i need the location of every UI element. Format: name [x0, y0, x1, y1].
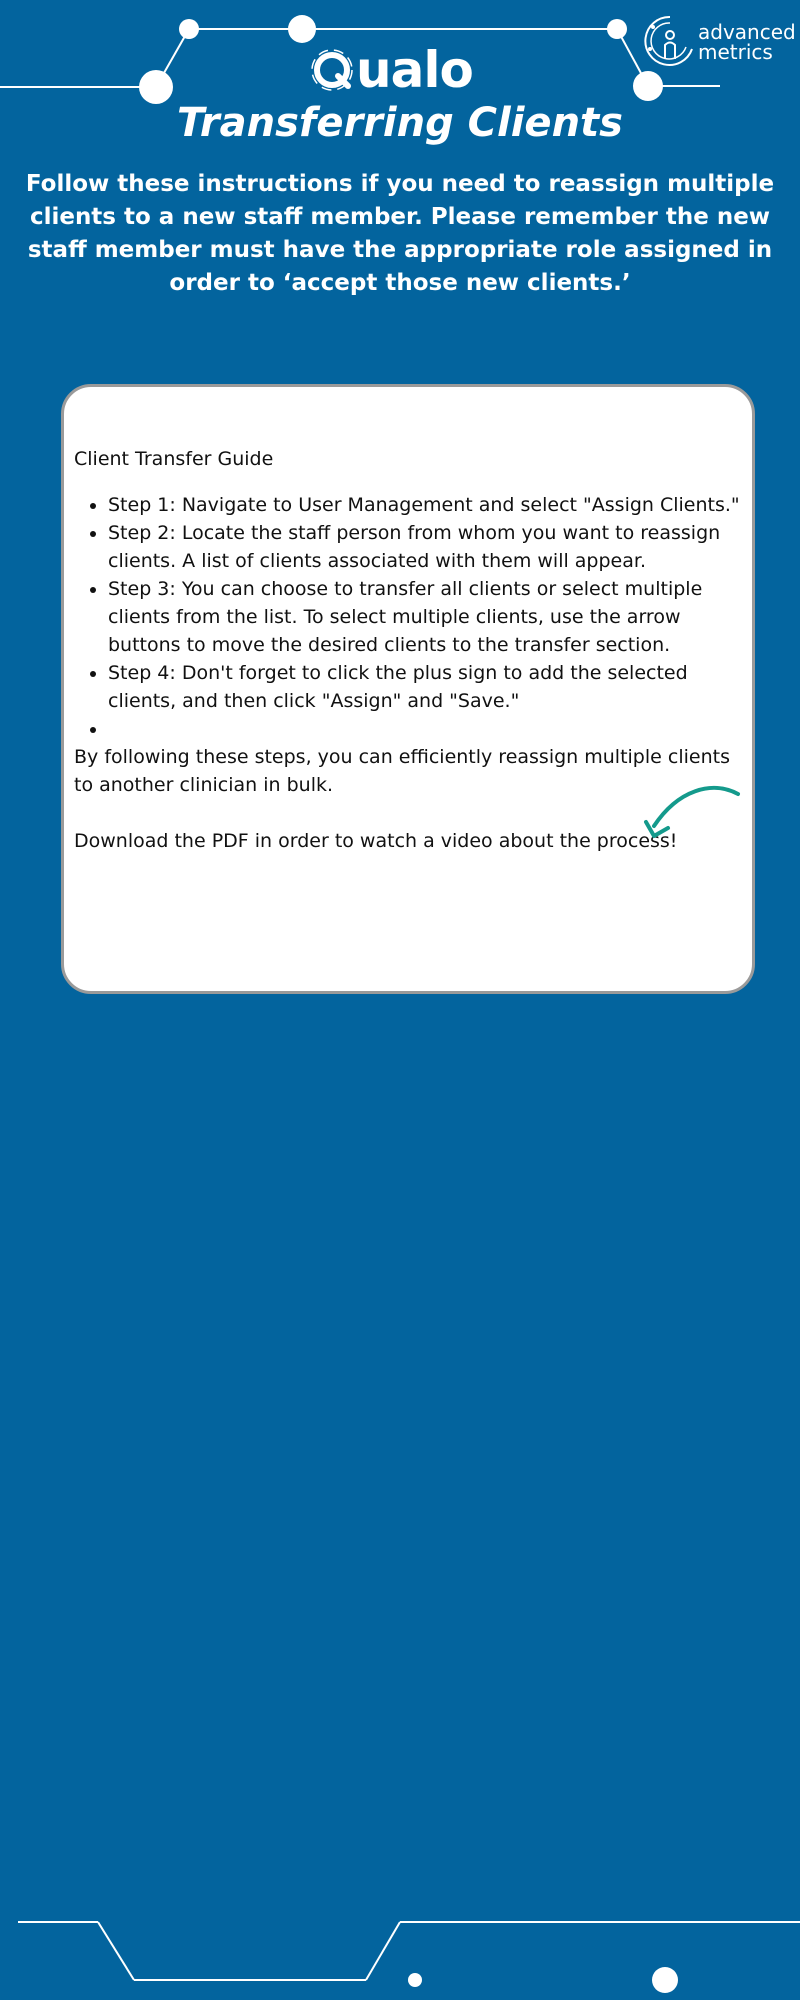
network-node	[139, 70, 173, 104]
network-node	[633, 71, 663, 101]
qualo-logo-text: ualo	[356, 41, 473, 99]
steps-list	[74, 491, 742, 743]
step-item: • Step 3: You can choose to transfer all clients or select multiple clients from the list. To select multiple clients, use the arrow buttons to move the desired clients to the transfer section.	[108, 575, 742, 659]
advanced-metrics-logo	[644, 12, 794, 72]
qualo-logo	[310, 38, 490, 102]
network-node	[408, 1973, 422, 1987]
curved-arrow-icon	[642, 782, 742, 842]
advanced-metrics-line1: advanced	[698, 20, 796, 44]
network-node	[179, 19, 199, 39]
advanced-metrics-person-icon	[644, 13, 696, 71]
download-text: Download the PDF in order to watch a video about the process!	[74, 830, 678, 852]
step-item: • Step 2: Locate the staff person from whom you want to reassign clients. A list of clients associated with them will appear.	[108, 519, 742, 575]
step-item: • Step 1: Navigate to User Management and select "Assign Clients."	[108, 491, 742, 519]
network-node	[652, 1967, 678, 1993]
network-node	[607, 19, 627, 39]
empty-step-item	[108, 715, 742, 743]
summary-text: By following these steps, you can efficiently reassign multiple clients to another clinician in bulk.	[74, 746, 730, 796]
advanced-metrics-line2: metrics	[698, 40, 773, 64]
page-title: Transferring Clients	[177, 100, 623, 146]
step-item: • Step 4: Don't forget to click the plus sign to add the selected clients, and then click "Assign" and "Save."	[108, 659, 742, 715]
card-heading: Client Transfer Guide	[74, 448, 274, 470]
instructions-card	[61, 384, 755, 994]
intro-text: Follow these instructions if you need to reassign multiple clients to a new staff member. Please remember the new staff member must have the appropriate role assigned in order to ‘accept those new clients.’	[25, 171, 775, 296]
qualo-q-icon	[310, 48, 354, 92]
